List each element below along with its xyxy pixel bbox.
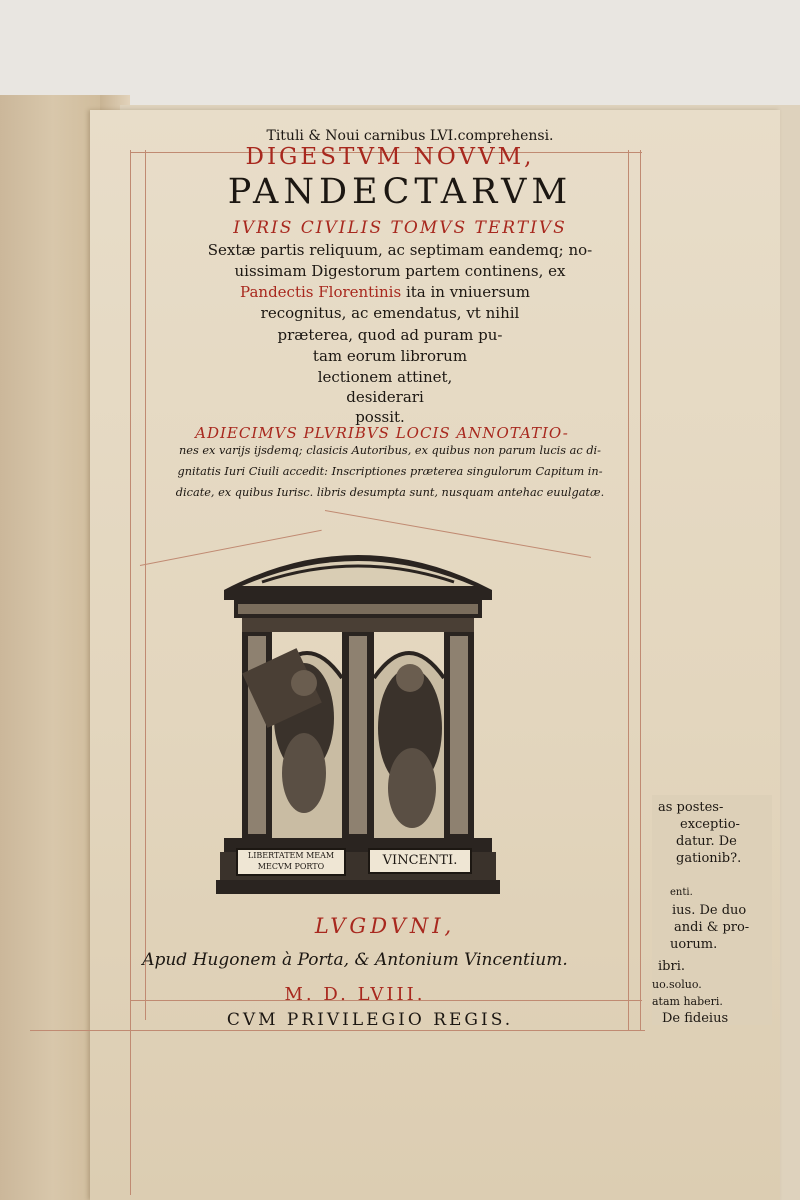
fragment-line-7: andi & pro- [674,920,750,935]
body-line-6: tam eorum librorum [312,347,468,365]
rule-right-outer [640,150,641,1030]
subtitle: IVRIS CIVILIS TOMVS TERTIVS [233,218,567,238]
annotations-line-3: dicate, ex quibus Iurisc. libris desumpta sunt, nusquam antehac euulgatæ. [175,486,605,499]
fragment-line-4: gationib?. [676,851,742,866]
printer-line: Apud Hugonem à Porta, & Antonium Vincentium. [142,950,568,970]
rule-right-inner [628,150,629,1030]
privilege: CVM PRIVILEGIO REGIS. [226,1010,514,1030]
rule-bottom [30,1030,645,1031]
annotations-heading: ADIECIMVS PLVRIBVS LOCIS ANNOTATIO- [195,424,569,442]
motto-left-line-1: LIBERTATEM MEAM [247,851,335,860]
heading: DIGESTVM NOVVM, [245,144,535,170]
body-line-8: desiderari [346,388,424,406]
motto-left-box [236,848,346,876]
body-line-3: ita in vniuersum [405,283,530,301]
body-line-7: lectionem attinet, [317,368,453,386]
fragment-line-2: exceptio- [680,817,740,832]
printers-device-woodcut [212,528,504,896]
fragment-line-3: datur. De [676,834,737,849]
fragment-line-11: atam haberi. [652,995,723,1008]
pandectis-florentinis: Pandectis Florentinis [240,283,402,301]
body-line-4: recognitus, ac emendatus, vt nihil [260,304,520,322]
top-line: Tituli & Noui carnibus LVI.comprehensi. [266,128,554,144]
city: LVGDVNI, [314,914,456,938]
fragment-line-12: De fideius [662,1011,729,1026]
body-line-1: Sextæ partis reliquum, ac septimam eandemq; no- [207,241,593,259]
body-line-3-wrap [0,283,785,301]
title: PANDECTARVM [227,172,573,212]
fragment-line-9: ibri. [658,959,685,974]
rule-left-inner [145,150,146,1020]
motto-left-line-2: MECVM PORTO [257,862,325,871]
motto-right-box [368,848,472,874]
annotations-line-1: nes ex varijs ijsdemq; clasicis Autoribus, ex quibus non parum lucis ac di- [179,444,601,457]
fragment-line-1: as postes- [658,800,724,815]
body-line-2: uissimam Digestorum partem continens, ex [234,262,566,280]
underlying-page-fragment [652,795,772,1025]
fragment-line-6: ius. De duo [672,903,747,918]
motto-right: VINCENTI. [382,853,458,868]
fragment-line-5: enti. [670,887,693,898]
year: M. D. LVIII. [284,984,426,1005]
body-line-5: præterea, quod ad puram pu- [277,326,503,344]
body-line-9: possit. [355,408,405,426]
fragment-line-8: uorum. [670,937,718,952]
fragment-line-10: uo.soluo. [652,978,702,991]
annotations-line-2: gnitatis Iuri Ciuili accedit: Inscriptiones præterea singulorum Capitum in- [177,465,603,478]
